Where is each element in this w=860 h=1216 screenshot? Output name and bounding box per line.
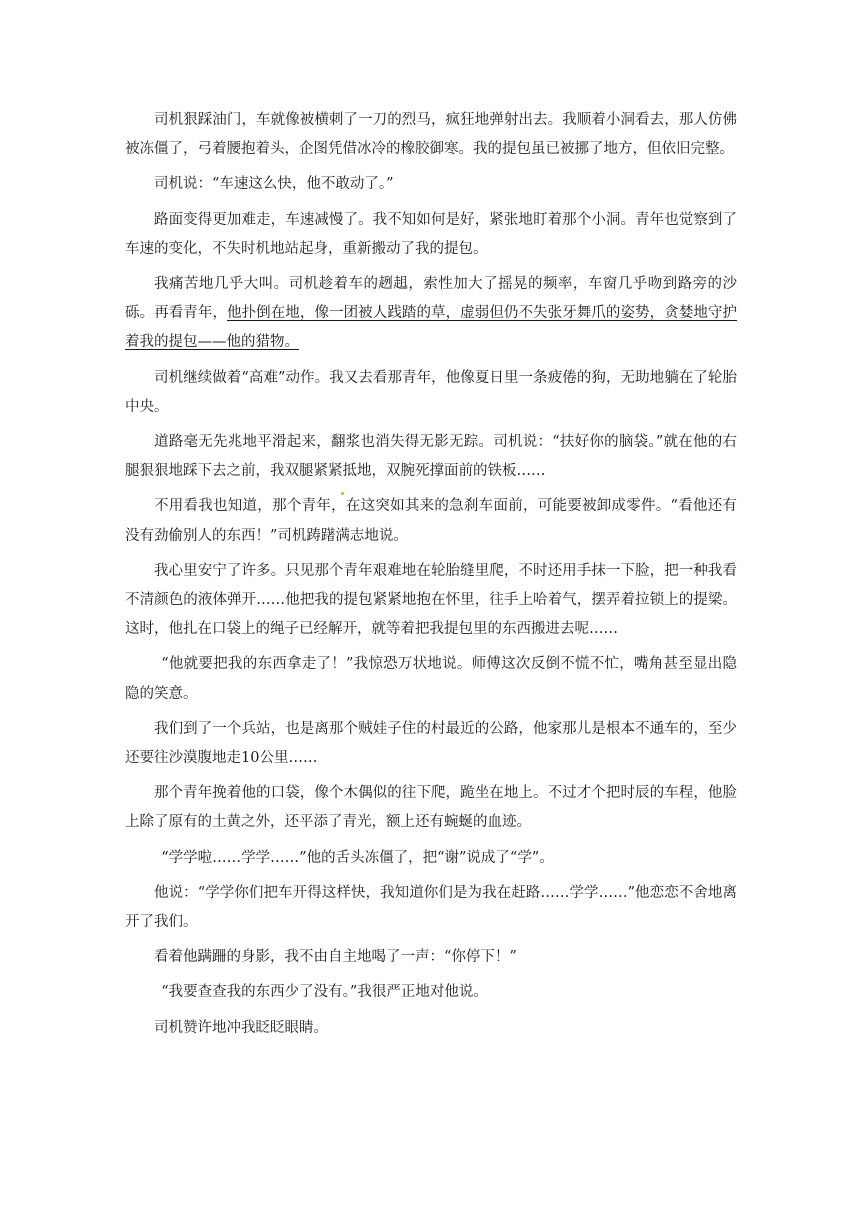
- paragraph-10: 我们到了一个兵站，也是离那个贼娃子住的村最近的公路，他家那儿是根本不通车的，至少还要往沙漠腹地走10公里……: [125, 720, 737, 767]
- paragraph-14: 看着他蹒跚的身影，我不由自主地喝了一声：“你停下！”: [154, 949, 517, 966]
- paragraph-4-text: 我痛苦地几乎大叫。司机趁着车的趔趄，索性加大了摇晃的频率，车窗几乎吻到路旁的沙砾。再看青年，: [125, 276, 737, 322]
- paragraph-12: “学学啦……学学……”他的舌头冻僵了，把“谢”说成了“学”。: [161, 849, 554, 866]
- paragraph-13: 他说：“学学你们把车开得这样快，我知道你们是为我在赶路……学学……”他恋恋不舍地离开了我们。: [125, 884, 737, 931]
- stray-mark: [341, 492, 344, 495]
- paragraph-1: 司机狠踩油门，车就像被横刺了一刀的烈马，疯狂地弹射出去。我顺着小洞看去，那人仿佛被冻僵了，弓着腰抱着头，企图凭借冰冷的橡胶御寒。我的提包虽已被挪了地方，但依旧完整。: [125, 112, 737, 158]
- underlined-sentence: 他扑倒在地，像一团被人践踏的草，虚弱但仍不失张牙舞爪的姿势，贪婪地守护着我的提包——他的猎物。: [125, 305, 738, 351]
- article-body: [125, 106, 737, 1049]
- paragraph-6: 道路毫无先兆地平滑起来，翻浆也消失得无影无踪。司机说：“扶好你的脑袋。”就在他的右腿狠狠地踩下去之前，我双腿紧紧抵地，双腕死撑面前的铁板……: [125, 434, 737, 480]
- paragraph-11: 那个青年挽着他的口袋，像个木偶似的往下爬，跪坐在地上。不过才个把时辰的车程，他脸上除了原有的土黄之外，还平添了青光，额上还有蜿蜒的血迹。: [125, 785, 737, 831]
- paragraph-9: “他就要把我的东西拿走了！”我惊恐万状地说。师傅这次反倒不慌不忙，嘴角甚至显出隐隐的笑意。: [125, 656, 737, 702]
- paragraph-16: 司机赞许地冲我眨眨眼睛。: [154, 1019, 328, 1036]
- paragraph-8: 我心里安宁了许多。只见那个青年艰难地在轮胎缝里爬，不时还用手抹一下脸，把一种我看不清颜色的液体弹开……他把我的提包紧紧地抱在怀里，往手上哈着气，摆弄着拉锁上的提梁。这时，他扎在口袋上的绳子已经解开，就等着把我提包里的东西搬进去呢……: [125, 562, 737, 638]
- paragraph-3: 路面变得更加难走，车速减慢了。我不知如何是好，紧张地盯着那个小洞。青年也觉察到了车速的变化，不失时机地站起身，重新搬动了我的提包。: [125, 211, 737, 257]
- paragraph-2: 司机说：“车速这么快，他不敢动了。”: [154, 176, 394, 193]
- paragraph-15: “我要查查我的东西少了没有。”我很严正地对他说。: [161, 984, 488, 1001]
- paragraph-5: 司机继续做着“高难”动作。我又去看那青年，他像夏日里一条疲倦的狗，无助地躺在了轮胎中央。: [125, 369, 737, 415]
- paragraph-7: 不用看我也知道，那个青年，在这突如其来的急刹车面前，可能要被卸成零件。“看他还有没有劲偷别人的东西！”司机踌躇满志地说。: [125, 498, 737, 544]
- paragraph-4: [125, 270, 737, 358]
